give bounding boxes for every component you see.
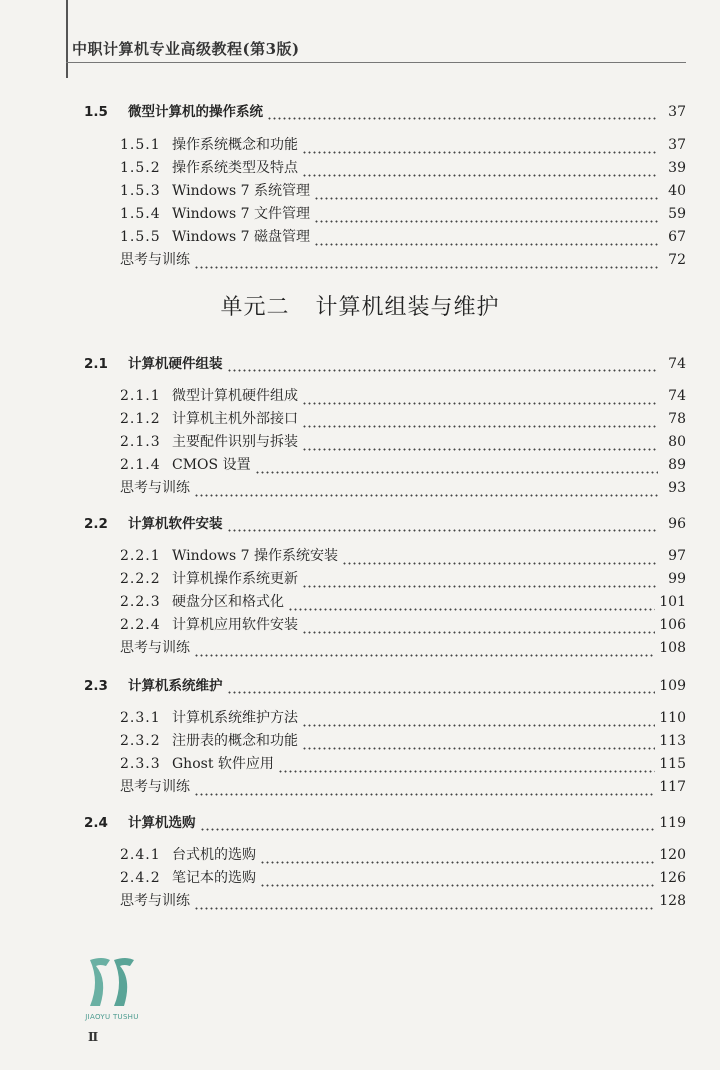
toc-entry-title: 计算机硬件组装 (128, 356, 223, 372)
toc-entry-number: 2.2.2 (120, 571, 161, 587)
toc-entry-page: 89 (668, 457, 686, 473)
dot-leader (302, 421, 658, 428)
toc-subsection-entry (120, 385, 686, 405)
publisher-logo-text: JIAOYU TUSHU (85, 1013, 139, 1021)
unit-title-text: 计算机组装与维护 (315, 295, 500, 320)
toc-entry-page: 78 (668, 411, 686, 427)
dot-leader (194, 490, 658, 497)
dot-leader (302, 170, 658, 177)
dot-leader (194, 262, 658, 269)
toc-entry-number: 2.1.4 (120, 457, 161, 473)
toc-subsection-entry (120, 431, 686, 451)
toc-entry-title: 操作系统类型及特点 (172, 160, 298, 176)
page-number: Ⅱ (88, 1030, 99, 1044)
toc-entry-number: 1.5.3 (120, 183, 161, 199)
toc-entry-title: 计算机系统维护 (128, 678, 223, 694)
toc-entry-page: 119 (659, 815, 686, 831)
toc-section-entry (84, 100, 686, 120)
toc-entry-number: 1.5.2 (120, 160, 161, 176)
toc-entry-number: 2.3.3 (120, 756, 161, 772)
toc-exercise-entry (120, 637, 686, 657)
toc-exercise-entry (120, 776, 686, 796)
toc-entry-number: 2.3.2 (120, 733, 161, 749)
toc-entry-number: 1.5 (84, 104, 108, 120)
toc-subsection-entry (120, 545, 686, 565)
toc-entry-title: 思考与训练 (120, 252, 190, 268)
dot-leader (302, 581, 658, 588)
toc-entry-number: 2.1.2 (120, 411, 161, 427)
toc-entry-page: 115 (659, 756, 686, 772)
toc-entry-number: 2.1.3 (120, 434, 161, 450)
dot-leader (302, 398, 658, 405)
toc-entry-page: 59 (668, 206, 686, 222)
dot-leader (302, 147, 658, 154)
toc-section-entry (84, 512, 686, 532)
toc-entry-number: 1.5.1 (120, 137, 161, 153)
toc-entry-title: 计算机软件安装 (128, 516, 223, 532)
toc-entry-page: 39 (668, 160, 686, 176)
unit-heading (0, 290, 720, 321)
toc-entry-title: 注册表的概念和功能 (172, 733, 298, 749)
dot-leader (194, 789, 655, 796)
toc-entry-page: 109 (659, 678, 686, 694)
header-rule (66, 62, 686, 63)
toc-entry-page: 120 (659, 847, 686, 863)
toc-subsection-entry (120, 730, 686, 750)
toc-entry-number: 1.5.5 (120, 229, 161, 245)
toc-subsection-entry (120, 134, 686, 154)
toc-entry-number: 2.1.1 (120, 388, 161, 404)
toc-entry-page: 126 (659, 870, 686, 886)
toc-entry-title: CMOS 设置 (172, 457, 251, 473)
toc-entry-title: 操作系统概念和功能 (172, 137, 298, 153)
toc-entry-page: 67 (668, 229, 686, 245)
toc-entry-number: 2.1 (84, 356, 108, 372)
toc-entry-title: 计算机选购 (128, 815, 196, 831)
toc-entry-page: 99 (668, 571, 686, 587)
toc-subsection-entry (120, 707, 686, 727)
toc-entry-title: 思考与训练 (120, 893, 190, 909)
toc-entry-page: 93 (668, 480, 686, 496)
toc-entry-title: 台式机的选购 (172, 847, 256, 863)
publisher-logo-icon (82, 952, 142, 1012)
dot-leader (314, 216, 658, 223)
toc-entry-page: 37 (668, 137, 686, 153)
toc-entry-title: Windows 7 操作系统安装 (172, 548, 339, 564)
dot-leader (314, 193, 658, 200)
dot-leader (227, 525, 659, 532)
toc-entry-number: 2.4 (84, 815, 108, 831)
toc-entry-title: 主要配件识别与拆装 (172, 434, 298, 450)
dot-leader (278, 766, 655, 773)
toc-subsection-entry (120, 844, 686, 864)
toc-subsection-entry (120, 180, 686, 200)
toc-entry-page: 117 (659, 779, 686, 795)
toc-exercise-entry (120, 477, 686, 497)
toc-subsection-entry (120, 203, 686, 223)
toc-entry-title: Windows 7 系统管理 (172, 183, 311, 199)
toc-entry-number: 2.3.1 (120, 710, 161, 726)
toc-entry-number: 2.4.1 (120, 847, 161, 863)
dot-leader (288, 604, 655, 611)
toc-entry-title: 计算机应用软件安装 (172, 617, 298, 633)
toc-entry-number: 2.2 (84, 516, 108, 532)
toc-entry-title: 笔记本的选购 (172, 870, 256, 886)
unit-label: 单元二 (220, 295, 290, 320)
toc-entry-number: 2.2.4 (120, 617, 161, 633)
toc-entry-number: 2.2.3 (120, 594, 161, 610)
dot-leader (227, 687, 656, 694)
toc-subsection-entry (120, 614, 686, 634)
toc-entry-title: 计算机系统维护方法 (172, 710, 298, 726)
toc-entry-page: 74 (668, 356, 686, 372)
toc-entry-page: 96 (668, 516, 686, 532)
dot-leader (194, 903, 655, 910)
toc-entry-page: 72 (668, 252, 686, 268)
dot-leader (267, 113, 658, 120)
toc-entry-number: 2.3 (84, 678, 108, 694)
toc-subsection-entry (120, 568, 686, 588)
dot-leader (227, 365, 659, 372)
toc-subsection-entry (120, 867, 686, 887)
toc-entry-number: 1.5.4 (120, 206, 161, 222)
toc-entry-page: 101 (659, 594, 686, 610)
running-header-title: 中职计算机专业高级教程(第3版) (72, 40, 300, 58)
toc-subsection-entry (120, 157, 686, 177)
dot-leader (194, 650, 655, 657)
toc-entry-title: 微型计算机的操作系统 (128, 104, 263, 120)
toc-section-entry (84, 674, 686, 694)
toc-exercise-entry (120, 890, 686, 910)
toc-entry-page: 128 (659, 893, 686, 909)
dot-leader (200, 824, 656, 831)
toc-entry-title: Ghost 软件应用 (172, 756, 274, 772)
toc-entry-page: 40 (668, 183, 686, 199)
toc-subsection-entry (120, 591, 686, 611)
toc-entry-title: Windows 7 磁盘管理 (172, 229, 311, 245)
toc-entry-number: 2.2.1 (120, 548, 161, 564)
toc-entry-title: 计算机主机外部接口 (172, 411, 298, 427)
toc-section-entry (84, 811, 686, 831)
toc-section-entry (84, 352, 686, 372)
dot-leader (302, 627, 655, 634)
dot-leader (260, 857, 655, 864)
toc-entry-title: 思考与训练 (120, 779, 190, 795)
toc-entry-title: 思考与训练 (120, 640, 190, 656)
toc-entry-page: 80 (668, 434, 686, 450)
toc-subsection-entry (120, 753, 686, 773)
dot-leader (255, 467, 658, 474)
toc-entry-page: 106 (659, 617, 686, 633)
dot-leader (302, 444, 658, 451)
toc-subsection-entry (120, 408, 686, 428)
dot-leader (302, 720, 655, 727)
dot-leader (260, 880, 655, 887)
toc-entry-page: 97 (668, 548, 686, 564)
toc-entry-title: 思考与训练 (120, 480, 190, 496)
toc-subsection-entry (120, 454, 686, 474)
toc-entry-title: 计算机操作系统更新 (172, 571, 298, 587)
dot-leader (342, 558, 658, 565)
toc-entry-page: 108 (659, 640, 686, 656)
toc-entry-page: 74 (668, 388, 686, 404)
header-vertical-rule (66, 0, 68, 78)
dot-leader (302, 743, 655, 750)
toc-exercise-entry (120, 249, 686, 269)
toc-entry-number: 2.4.2 (120, 870, 161, 886)
toc-entry-title: Windows 7 文件管理 (172, 206, 311, 222)
toc-entry-title: 硬盘分区和格式化 (172, 594, 284, 610)
toc-entry-page: 37 (668, 104, 686, 120)
toc-entry-title: 微型计算机硬件组成 (172, 388, 298, 404)
toc-subsection-entry (120, 226, 686, 246)
dot-leader (314, 239, 658, 246)
toc-entry-page: 110 (659, 710, 686, 726)
toc-entry-page: 113 (659, 733, 686, 749)
